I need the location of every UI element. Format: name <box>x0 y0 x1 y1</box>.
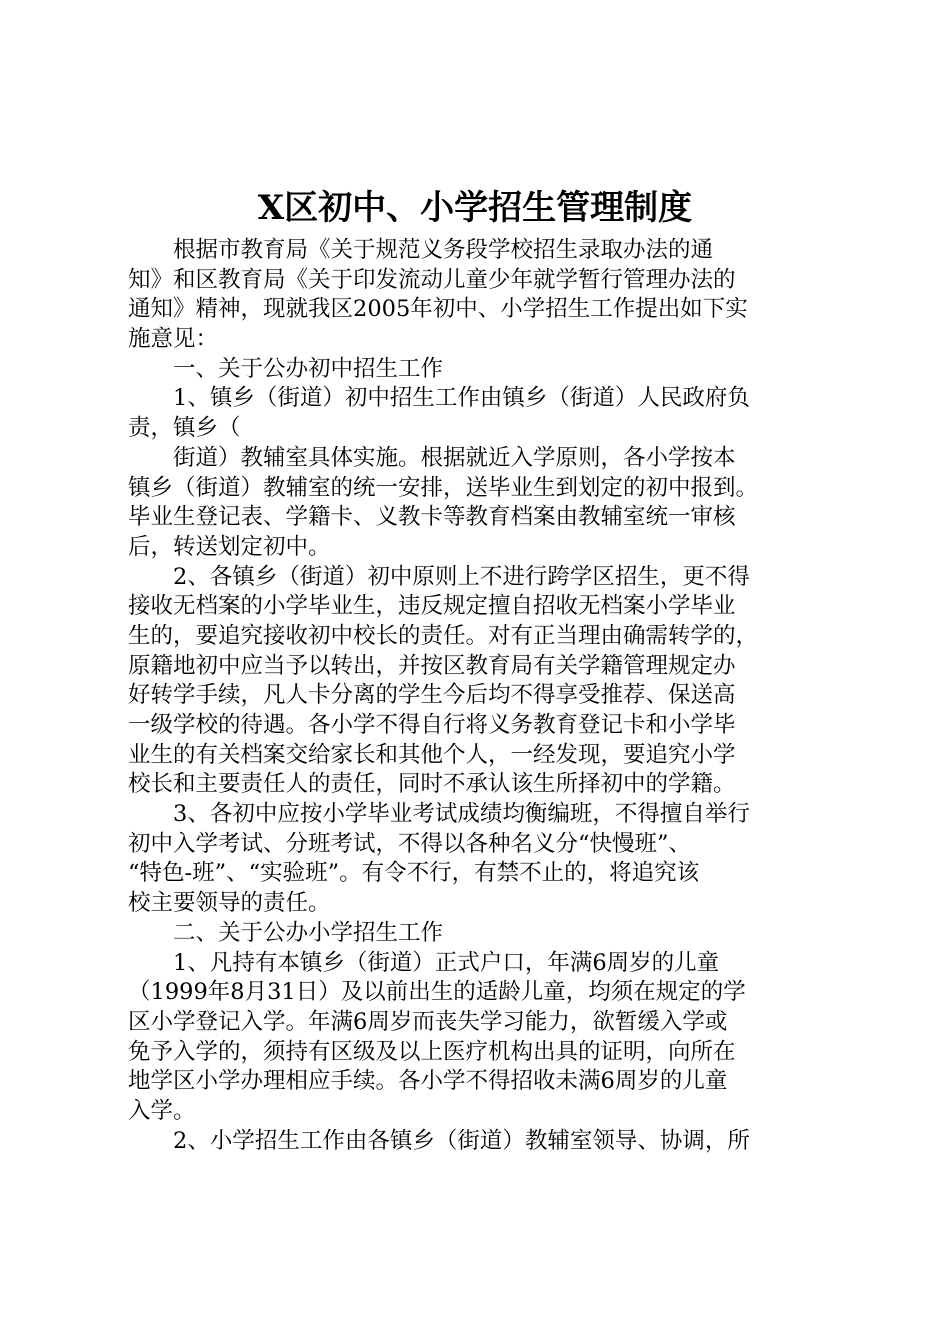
document-body <box>128 236 834 1156</box>
text-line: 入学。 <box>128 1097 196 1124</box>
text-line: 施意见： <box>128 326 219 353</box>
text-line: （1999年8月31日）及以前出生的适龄儿童，均须在规定的学 <box>128 979 746 1006</box>
text-line: 街道）教辅室具体实施。根据就近入学原则，各小学按本 <box>173 444 736 471</box>
text-line: 毕业生登记表、学籍卡、义教卡等教育档案由教辅室统一审核 <box>128 504 736 531</box>
text-line: 初中入学考试、分班考试，不得以各种名义分“快慢班”、 <box>128 830 692 857</box>
text-line: 好转学手续，凡人卡分离的学生今后均不得享受推荐、保送高 <box>128 682 736 709</box>
text-line: 2、各镇乡（街道）初中原则上不进行跨学区招生，更不得 <box>173 563 750 590</box>
text-line: 2、小学招生工作由各镇乡（街道）教辅室领导、协调，所 <box>173 1127 750 1154</box>
text-line: 一、关于公办初中招生工作 <box>173 355 444 382</box>
text-line: 一级学校的待遇。各小学不得自行将义务教育登记卡和小学毕 <box>128 712 736 738</box>
text-line: 原籍地初中应当予以转出，并按区教育局有关学籍管理规定办 <box>128 652 736 679</box>
text-line: 二、关于公办小学招生工作 <box>173 919 444 946</box>
text-line: 根据市教育局《关于规范义务段学校招生录取办法的通 <box>173 237 714 263</box>
text-line: 1、镇乡（街道）初中招生工作由镇乡（街道）人民政府负 <box>173 385 750 412</box>
text-line: 知》和区教育局《关于印发流动儿童少年就学暂行管理办法的 <box>128 266 736 293</box>
text-line: 责，镇乡（ <box>128 415 241 442</box>
text-line: 后，转送划定初中。 <box>128 533 331 560</box>
text-line: 接收无档案的小学毕业生，违反规定擅自招收无档案小学毕业 <box>128 593 736 620</box>
text-line: 通知》精神，现就我区2005年初中、小学招生工作提出如下实 <box>128 296 748 323</box>
text-line: 镇乡（街道）教辅室的统一安排，送毕业生到划定的初中报到。 <box>128 474 759 501</box>
text-line: 校主要领导的责任。 <box>128 890 331 917</box>
text-line: 业生的有关档案交给家长和其他个人，一经发现，要追究小学 <box>128 741 736 768</box>
document-title: X区初中、小学招生管理制度 <box>257 188 693 228</box>
text-line: 免予入学的，须持有区级及以上医疗机构出具的证明，向所在 <box>128 1038 736 1065</box>
text-line: 3、各初中应按小学毕业考试成绩均衡编班，不得擅自举行 <box>173 801 750 828</box>
text-line: 生的，要追究接收初中校长的责任。对有正当理由确需转学的， <box>128 622 759 649</box>
text-line: 1、凡持有本镇乡（街道）正式户口，年满6周岁的儿童 <box>173 949 720 976</box>
text-line: “特色-班”、“实验班”。有令不行，有禁不止的，将追究该 <box>128 860 700 887</box>
text-line: 区小学登记入学。年满6周岁而丧失学习能力，欲暂缓入学或 <box>128 1008 728 1035</box>
text-line: 校长和主要责任人的责任，同时不承认该生所择初中的学籍。 <box>128 771 736 798</box>
text-line: 地学区小学办理相应手续。各小学不得招收未满6周岁的儿童 <box>128 1068 728 1095</box>
